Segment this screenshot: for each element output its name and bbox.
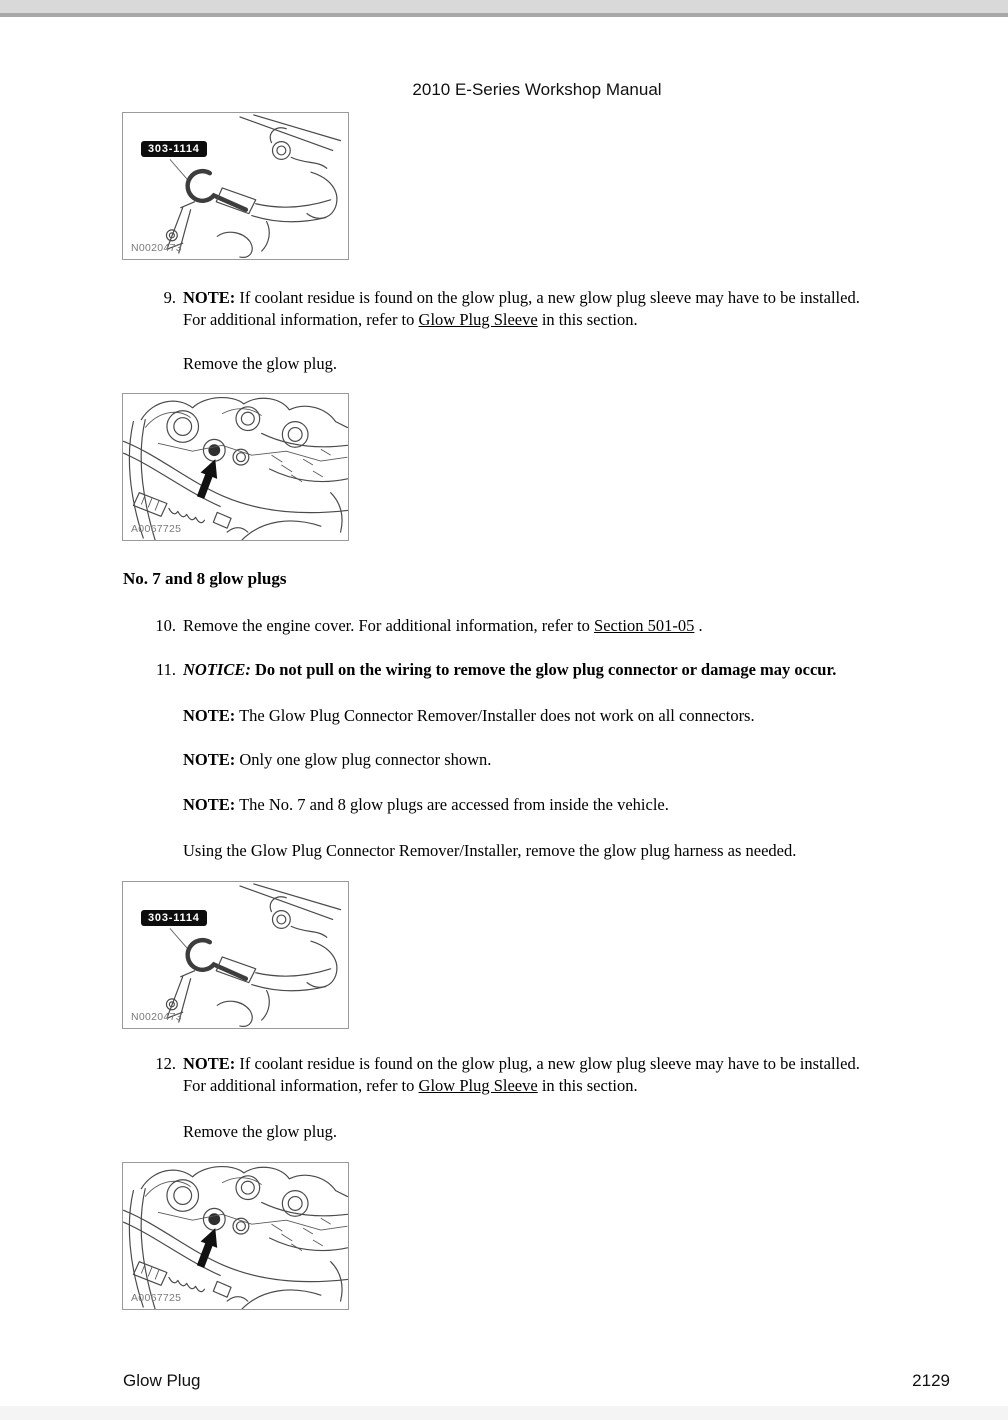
viewer-bottom-strip bbox=[0, 1406, 1008, 1420]
note-label: NOTE: bbox=[183, 795, 236, 814]
glow-plug-sleeve-link[interactable]: Glow Plug Sleeve bbox=[418, 1076, 538, 1095]
using-remover-text: Using the Glow Plug Connector Remover/Installer, remove the glow plug harness as needed. bbox=[183, 841, 797, 860]
glow-plug-location-illustration bbox=[123, 1163, 348, 1309]
section-501-05-link[interactable]: Section 501-05 bbox=[594, 616, 695, 635]
viewer-top-bar bbox=[0, 0, 1008, 13]
figure-code: N0020473 bbox=[131, 1011, 182, 1023]
note-label: NOTE: bbox=[183, 706, 236, 725]
section-heading-no7-8-glow-plugs: No. 7 and 8 glow plugs bbox=[123, 569, 287, 588]
step-text: Remove the engine cover. For additional information, refer to Section 501-05 . bbox=[183, 616, 703, 635]
figure-connector-tool-1 bbox=[122, 112, 349, 260]
note-label: NOTE: bbox=[183, 288, 236, 307]
step-number: 12. bbox=[155, 1054, 176, 1073]
note-connector-remover: NOTE: The Glow Plug Connector Remover/Installer does not work on all connectors. bbox=[183, 706, 755, 725]
remove-glow-plug-text-2: Remove the glow plug. bbox=[183, 1122, 337, 1141]
connector-tool-illustration bbox=[123, 113, 348, 259]
figure-code: A0067725 bbox=[131, 523, 182, 535]
step-text: NOTE: If coolant residue is found on the glow plug, a new glow plug sleeve may have to be installed. For additional information, refer to Glow Plug Sleeve in this section. bbox=[183, 288, 860, 329]
glow-plug-location-illustration bbox=[123, 394, 348, 540]
special-tool-label: 303-1114 bbox=[141, 910, 207, 926]
footer-page-number: 2129 bbox=[912, 1371, 950, 1390]
note-label: NOTE: bbox=[183, 750, 236, 769]
step-12 bbox=[147, 1053, 884, 1097]
figure-code: A0067725 bbox=[131, 1292, 182, 1304]
figure-connector-tool-2 bbox=[122, 881, 349, 1029]
note-label: NOTE: bbox=[183, 1054, 236, 1073]
note-one-connector-shown: NOTE: Only one glow plug connector shown. bbox=[183, 750, 492, 769]
figure-glow-plug-1 bbox=[122, 393, 349, 541]
connector-tool-illustration bbox=[123, 882, 348, 1028]
step-9 bbox=[147, 287, 884, 331]
notice-label: NOTICE: bbox=[183, 660, 251, 679]
page-title: 2010 E-Series Workshop Manual bbox=[412, 80, 662, 99]
step-number: 11. bbox=[155, 660, 176, 679]
pointer-arrow bbox=[197, 459, 217, 499]
pointer-arrow bbox=[197, 1228, 217, 1268]
step-text: NOTICE: Do not pull on the wiring to remove the glow plug connector or damage may occur. bbox=[183, 660, 837, 679]
note-accessed-inside-vehicle: NOTE: The No. 7 and 8 glow plugs are accessed from inside the vehicle. bbox=[183, 795, 669, 814]
step-11 bbox=[147, 659, 958, 681]
step-number: 10. bbox=[155, 616, 176, 635]
figure-glow-plug-2 bbox=[122, 1162, 349, 1310]
step-number: 9. bbox=[163, 288, 176, 307]
special-tool-label: 303-1114 bbox=[141, 141, 207, 157]
figure-code: N0020473 bbox=[131, 242, 182, 254]
glow-plug-sleeve-link[interactable]: Glow Plug Sleeve bbox=[418, 310, 538, 329]
footer-section-title: Glow Plug bbox=[123, 1371, 201, 1390]
remove-glow-plug-text-1: Remove the glow plug. bbox=[183, 354, 337, 373]
step-10 bbox=[147, 615, 958, 637]
step-text: NOTE: If coolant residue is found on the glow plug, a new glow plug sleeve may have to be installed. For additional information, refer to Glow Plug Sleeve in this section. bbox=[183, 1054, 860, 1095]
viewer-top-edge bbox=[0, 13, 1008, 17]
